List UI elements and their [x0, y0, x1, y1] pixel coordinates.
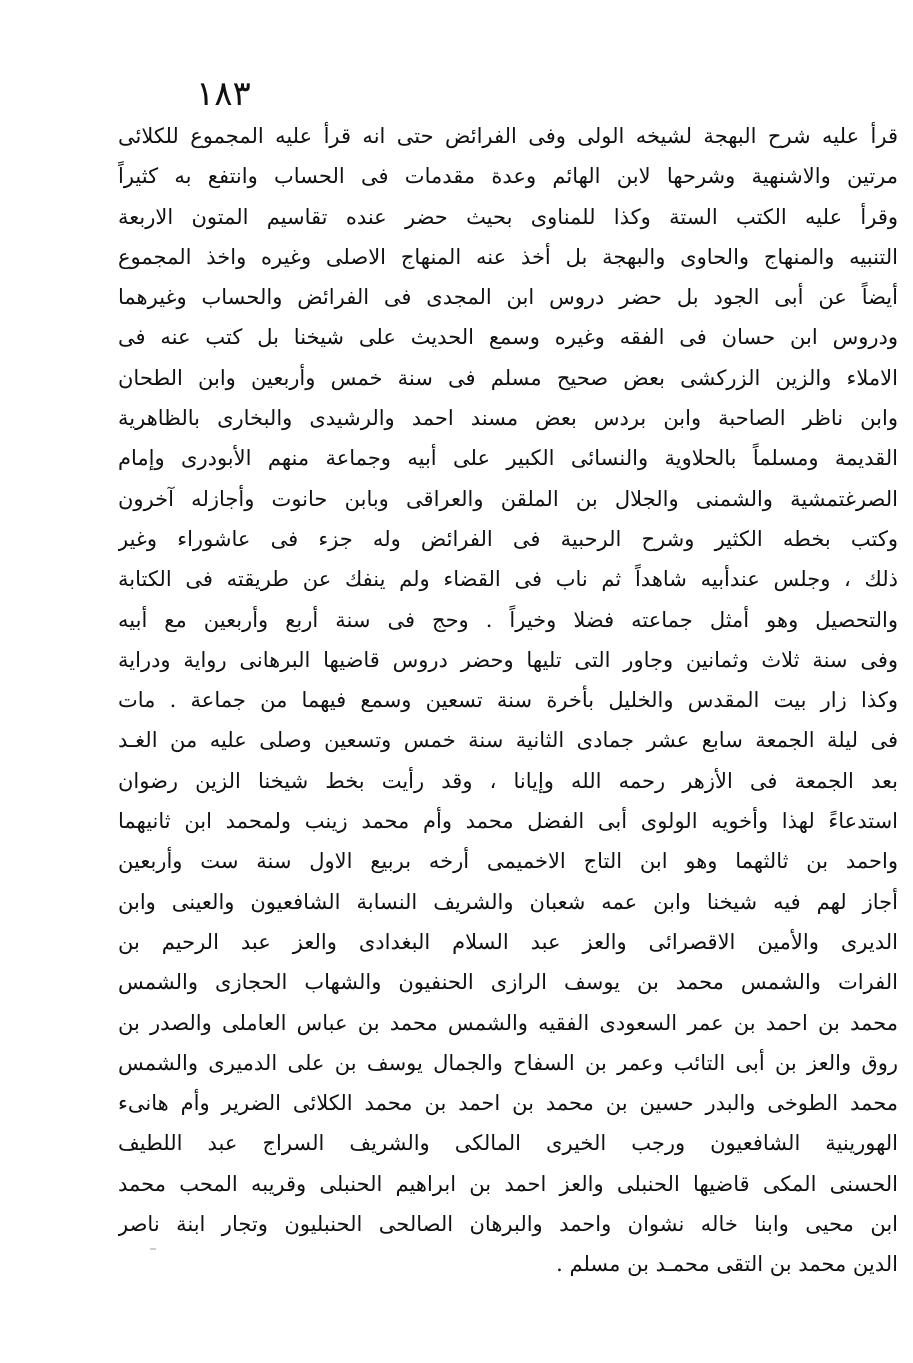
body-text: [118, 116, 898, 1285]
text-line: أيضاً عن أبى الجود بل حضر دروس ابن المجدى فى الفرائض والحساب وغيرهما: [118, 285, 898, 310]
text-line: ذلك ، وجلس عندأبيه شاهداً ثم ناب فى القضاء ولم ينفك عن طريقته فى الكتابة: [118, 567, 898, 592]
text-line: روق والعز بن أبى التائب وعمر بن السفاح والجمال يوسف بن على الدميرى والشمس: [118, 1050, 898, 1075]
text-line: الاملاء والزين الزركشى بعض صحيح مسلم فى سنة خمس وأربعين وابن الطحان: [118, 365, 898, 390]
text-line: الفرات والشمس محمد بن يوسف الرازى الحنفيون والشهاب الحجازى والشمس: [118, 970, 898, 995]
text-line: وكذا زار بيت المقدس والخليل بأخرة سنة تسعين وسمع فيهما من جماعة . مات: [118, 688, 898, 713]
text-line: قرأ عليه شرح البهجة لشيخه الولى وفى الفرائض حتى انه قرأ عليه المجموع للكلائى: [118, 124, 898, 148]
text-line: ودروس ابن حسان فى الفقه وغيره وسمع الحديث على شيخنا بل كتب عنه فى: [118, 325, 898, 350]
text-line: وابن ناظر الصاحبة وابن بردس بعض مسند احمد والرشيدى والبخارى بالظاهرية: [118, 406, 898, 431]
text-line: واحمد بن ثالثهما وهو ابن التاج الاخميمى أرخه بربيع الاول سنة ست وأربعين: [118, 849, 898, 874]
margin-mark: [150, 1248, 156, 1250]
text-line: بعد الجمعة فى الأزهر رحمه الله وإيانا ، وقد رأيت بخط شيخنا الزين رضوان: [118, 768, 898, 793]
text-line: أجاز لهم فيه شيخنا وابن عمه شعبان والشريف النسابة الشافعيون والعينى وابن: [118, 889, 898, 914]
text-line: الديرى والأمين الاقصرائى والعز عبد السلام البغدادى والعز عبد الرحيم بن: [118, 929, 898, 954]
text-line: محمد بن احمد بن عمر السعودى الفقيه والشمس محمد بن عباس العاملى والصدر بن: [118, 1010, 898, 1035]
page-number: ١٨٣: [196, 74, 251, 114]
text-line: مرتين والاشنهية وشرحها لابن الهائم وعدة مقدمات فى الحساب وانتفع به كثيراً: [118, 164, 898, 189]
text-line: القديمة ومسلماً بالحلاوية والنسائى الكبير على أبيه وجماعة منهم الأبودرى وإمام: [118, 446, 898, 471]
text-line: فى ليلة الجمعة سابع عشر جمادى الثانية سنة خمس وتسعين وصلى عليه من الغـد: [118, 728, 898, 753]
text-line: والتحصيل وهو أمثل جماعته فضلا وخيراً . وحج فى سنة أربع وأربعين مع أبيه: [118, 607, 898, 632]
text-line: التنبيه والمنهاج والحاوى والبهجة بل أخذ عنه المنهاج الاصلى وغيره واخذ المجموع: [118, 244, 898, 269]
text-line: الهورينية الشافعيون ورجب الخيرى المالكى والشريف السراج عبد اللطيف: [118, 1131, 898, 1156]
text-line: وفى سنة ثلاث وثمانين وجاور التى تليها وحضر دروس قاضيها البرهانى رواية ودراية: [118, 647, 898, 672]
text-line: وكتب بخطه الكثير وشرح الرحبية فى الفرائض وله جزء فى عاشوراء وغير: [118, 526, 898, 551]
text-line-last: الدين محمد بن التقى محمـد بن مسلم .: [556, 1252, 898, 1277]
text-line: الحسنى المكى قاضيها الحنبلى والعز احمد بن ابراهيم الحنبلى وقريبه المحب محمد: [118, 1171, 898, 1196]
text-line: ابن محيى وابنا خاله نشوان واحمد والبرهان الصالحى الحنبليون وتجار ابنة ناصر: [118, 1212, 898, 1237]
text-line: وقرأ عليه الكتب الستة وكذا للمناوى بحيث حضر عنده تقاسيم المتون الاربعة: [118, 204, 898, 229]
text-line: استدعاءً لهذا وأخويه الولوى أبى الفضل محمد وأم محمد زينب ولمحمد ابن ثانيهما: [118, 809, 898, 834]
text-line: محمد الطوخى والبدر حسين بن محمد بن احمد بن محمد الكلائى الضرير وأم هانىء: [118, 1091, 898, 1116]
text-line: الصرغتمشية والشمنى والجلال بن الملقن والعراقى وبابن حانوت وأجازله آخرون: [118, 486, 898, 511]
